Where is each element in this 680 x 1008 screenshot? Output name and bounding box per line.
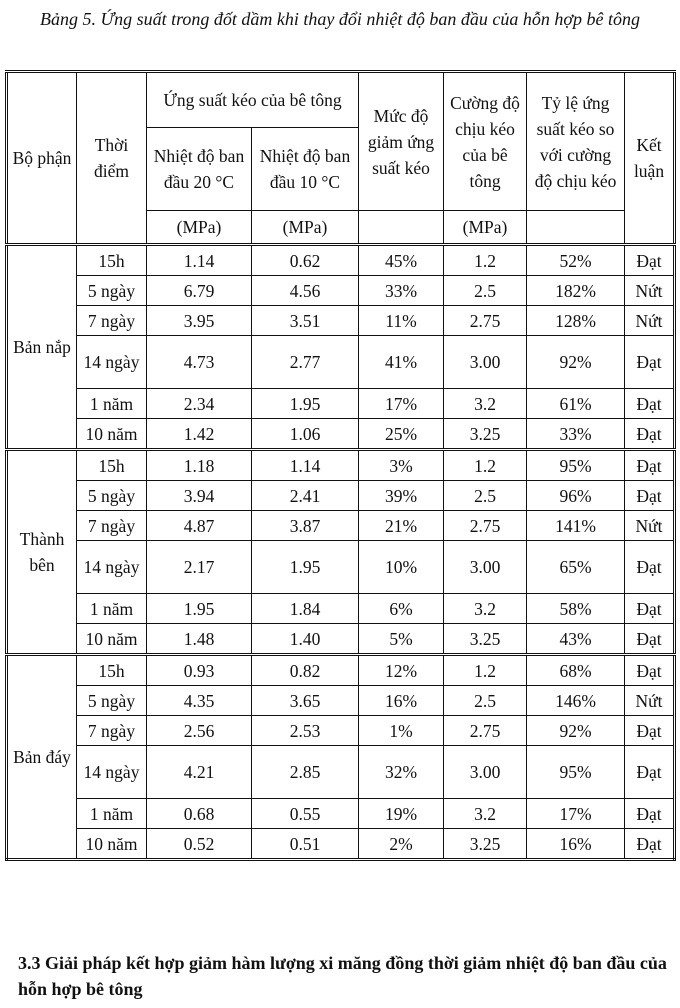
cell-t20: 2.34 (147, 389, 252, 419)
cell-t10: 1.95 (252, 541, 359, 594)
cell-cuong-do: 3.00 (444, 746, 527, 799)
cell-t10: 2.41 (252, 481, 359, 511)
cell-thoi-diem: 5 ngày (77, 481, 147, 511)
table-row (7, 799, 675, 829)
cell-t10: 0.55 (252, 799, 359, 829)
table-body (7, 245, 675, 860)
cell-muc-do-giam: 32% (359, 746, 444, 799)
cell-t20: 1.42 (147, 419, 252, 450)
cell-muc-do-giam: 39% (359, 481, 444, 511)
cell-t20: 1.48 (147, 624, 252, 655)
cell-thoi-diem: 14 ngày (77, 746, 147, 799)
table-row (7, 276, 675, 306)
cell-muc-do-giam: 17% (359, 389, 444, 419)
stress-table (5, 70, 676, 861)
header-bo-phan: Bộ phận (7, 72, 77, 245)
table-row (7, 450, 675, 481)
stress-table-container (5, 70, 673, 861)
cell-t20: 2.56 (147, 716, 252, 746)
cell-thoi-diem: 15h (77, 245, 147, 276)
cell-t10: 0.62 (252, 245, 359, 276)
cell-ty-le: 128% (527, 306, 625, 336)
cell-muc-do-giam: 25% (359, 419, 444, 450)
cell-muc-do-giam: 19% (359, 799, 444, 829)
cell-thoi-diem: 15h (77, 450, 147, 481)
cell-t10: 2.77 (252, 336, 359, 389)
cell-t10: 1.14 (252, 450, 359, 481)
cell-t10: 1.40 (252, 624, 359, 655)
table-row (7, 245, 675, 276)
header-muc-do-giam: Mức độ giảm ứng suất kéo (359, 72, 444, 211)
cell-t20: 4.35 (147, 686, 252, 716)
cell-bo-phan: Bản nắp (7, 245, 77, 450)
cell-ty-le: 182% (527, 276, 625, 306)
table-row (7, 716, 675, 746)
cell-ty-le: 43% (527, 624, 625, 655)
cell-t20: 0.52 (147, 829, 252, 860)
cell-t10: 0.51 (252, 829, 359, 860)
cell-ket-luan: Đạt (625, 716, 675, 746)
cell-thoi-diem: 5 ngày (77, 276, 147, 306)
cell-cuong-do: 2.5 (444, 481, 527, 511)
header-ung-suat: Ứng suất kéo của bê tông (147, 72, 359, 128)
cell-muc-do-giam: 2% (359, 829, 444, 860)
cell-cuong-do: 1.2 (444, 655, 527, 686)
cell-thoi-diem: 1 năm (77, 799, 147, 829)
header-nhiet-do-10: Nhiệt độ ban đầu 10 °C (252, 128, 359, 211)
cell-bo-phan: Thành bên (7, 450, 77, 655)
cell-ty-le: 95% (527, 746, 625, 799)
cell-t20: 0.93 (147, 655, 252, 686)
cell-t20: 4.87 (147, 511, 252, 541)
cell-ty-le: 33% (527, 419, 625, 450)
table-row (7, 655, 675, 686)
cell-t20: 2.17 (147, 541, 252, 594)
cell-t10: 4.56 (252, 276, 359, 306)
cell-t10: 3.51 (252, 306, 359, 336)
cell-ty-le: 141% (527, 511, 625, 541)
table-row (7, 306, 675, 336)
header-thoi-diem: Thời điểm (77, 72, 147, 245)
cell-thoi-diem: 10 năm (77, 419, 147, 450)
cell-t20: 0.68 (147, 799, 252, 829)
cell-thoi-diem: 7 ngày (77, 716, 147, 746)
cell-ket-luan: Nứt (625, 306, 675, 336)
cell-t10: 3.87 (252, 511, 359, 541)
header-unit-cuong-do: (MPa) (444, 211, 527, 245)
cell-t10: 0.82 (252, 655, 359, 686)
cell-cuong-do: 1.2 (444, 450, 527, 481)
cell-thoi-diem: 14 ngày (77, 541, 147, 594)
cell-ty-le: 17% (527, 799, 625, 829)
cell-ty-le: 61% (527, 389, 625, 419)
cell-muc-do-giam: 21% (359, 511, 444, 541)
cell-cuong-do: 2.75 (444, 716, 527, 746)
cell-t10: 2.85 (252, 746, 359, 799)
table-row (7, 419, 675, 450)
cell-t10: 3.65 (252, 686, 359, 716)
cell-cuong-do: 3.2 (444, 799, 527, 829)
cell-t20: 3.95 (147, 306, 252, 336)
cell-ket-luan: Đạt (625, 481, 675, 511)
header-unit-t20: (MPa) (147, 211, 252, 245)
cell-muc-do-giam: 41% (359, 336, 444, 389)
cell-ty-le: 95% (527, 450, 625, 481)
cell-t20: 4.73 (147, 336, 252, 389)
cell-t20: 3.94 (147, 481, 252, 511)
cell-muc-do-giam: 6% (359, 594, 444, 624)
cell-t10: 1.84 (252, 594, 359, 624)
table-row (7, 624, 675, 655)
cell-ty-le: 146% (527, 686, 625, 716)
cell-ket-luan: Đạt (625, 624, 675, 655)
cell-muc-do-giam: 33% (359, 276, 444, 306)
cell-muc-do-giam: 5% (359, 624, 444, 655)
cell-t20: 1.18 (147, 450, 252, 481)
cell-muc-do-giam: 3% (359, 450, 444, 481)
cell-cuong-do: 1.2 (444, 245, 527, 276)
cell-ty-le: 58% (527, 594, 625, 624)
table-caption: Bảng 5. Ứng suất trong đốt dầm khi thay đổi nhiệt độ ban đầu của hỗn hợp bê tông (40, 9, 640, 29)
table-row (7, 594, 675, 624)
cell-ket-luan: Nứt (625, 276, 675, 306)
header-unit-t10: (MPa) (252, 211, 359, 245)
cell-t20: 1.14 (147, 245, 252, 276)
cell-thoi-diem: 10 năm (77, 624, 147, 655)
table-row (7, 829, 675, 860)
cell-ket-luan: Đạt (625, 594, 675, 624)
cell-muc-do-giam: 1% (359, 716, 444, 746)
cell-ket-luan: Đạt (625, 389, 675, 419)
table-row (7, 541, 675, 594)
cell-muc-do-giam: 12% (359, 655, 444, 686)
header-ty-le: Tỷ lệ ứng suất kéo so với cường độ chịu kéo (527, 72, 625, 211)
cell-t20: 6.79 (147, 276, 252, 306)
cell-t10: 1.95 (252, 389, 359, 419)
cell-thoi-diem: 1 năm (77, 389, 147, 419)
header-cuong-do: Cường độ chịu kéo của bê tông (444, 72, 527, 211)
header-unit-empty-2 (527, 211, 625, 245)
cell-ket-luan: Đạt (625, 419, 675, 450)
cell-thoi-diem: 7 ngày (77, 511, 147, 541)
table-row (7, 746, 675, 799)
cell-thoi-diem: 15h (77, 655, 147, 686)
cell-cuong-do: 3.00 (444, 541, 527, 594)
header-nhiet-do-20: Nhiệt độ ban đầu 20 °C (147, 128, 252, 211)
cell-cuong-do: 3.00 (444, 336, 527, 389)
cell-muc-do-giam: 16% (359, 686, 444, 716)
cell-bo-phan: Bản đáy (7, 655, 77, 860)
cell-thoi-diem: 7 ngày (77, 306, 147, 336)
cell-ty-le: 96% (527, 481, 625, 511)
cell-ket-luan: Đạt (625, 655, 675, 686)
cell-ty-le: 16% (527, 829, 625, 860)
cell-t20: 1.95 (147, 594, 252, 624)
cell-cuong-do: 3.25 (444, 419, 527, 450)
cell-ket-luan: Đạt (625, 829, 675, 860)
cell-cuong-do: 3.2 (444, 389, 527, 419)
cell-ty-le: 65% (527, 541, 625, 594)
cell-t10: 2.53 (252, 716, 359, 746)
table-row (7, 481, 675, 511)
cell-ket-luan: Đạt (625, 746, 675, 799)
table-row (7, 389, 675, 419)
cell-t20: 4.21 (147, 746, 252, 799)
cell-cuong-do: 2.75 (444, 511, 527, 541)
table-row (7, 336, 675, 389)
cell-cuong-do: 3.25 (444, 829, 527, 860)
cell-thoi-diem: 14 ngày (77, 336, 147, 389)
cell-ty-le: 68% (527, 655, 625, 686)
cell-cuong-do: 2.75 (444, 306, 527, 336)
cell-ket-luan: Nứt (625, 511, 675, 541)
cell-muc-do-giam: 45% (359, 245, 444, 276)
header-unit-empty (359, 211, 444, 245)
cell-cuong-do: 2.5 (444, 686, 527, 716)
cell-ket-luan: Nứt (625, 686, 675, 716)
cell-thoi-diem: 5 ngày (77, 686, 147, 716)
table-row (7, 686, 675, 716)
cell-thoi-diem: 1 năm (77, 594, 147, 624)
cell-t10: 1.06 (252, 419, 359, 450)
cell-muc-do-giam: 10% (359, 541, 444, 594)
cell-ty-le: 92% (527, 716, 625, 746)
cell-ket-luan: Đạt (625, 336, 675, 389)
cell-ket-luan: Đạt (625, 799, 675, 829)
cell-thoi-diem: 10 năm (77, 829, 147, 860)
table-row (7, 511, 675, 541)
section-title: 3.3 Giải pháp kết hợp giảm hàm lượng xi măng đồng thời giảm nhiệt độ ban đầu của hỗn hợp bê tông (18, 953, 667, 999)
cell-ket-luan: Đạt (625, 541, 675, 594)
cell-muc-do-giam: 11% (359, 306, 444, 336)
cell-ty-le: 92% (527, 336, 625, 389)
cell-ket-luan: Đạt (625, 450, 675, 481)
cell-ket-luan: Đạt (625, 245, 675, 276)
cell-cuong-do: 3.2 (444, 594, 527, 624)
cell-ty-le: 52% (527, 245, 625, 276)
header-ket-luan: Kết luận (625, 72, 675, 245)
cell-cuong-do: 2.5 (444, 276, 527, 306)
cell-cuong-do: 3.25 (444, 624, 527, 655)
